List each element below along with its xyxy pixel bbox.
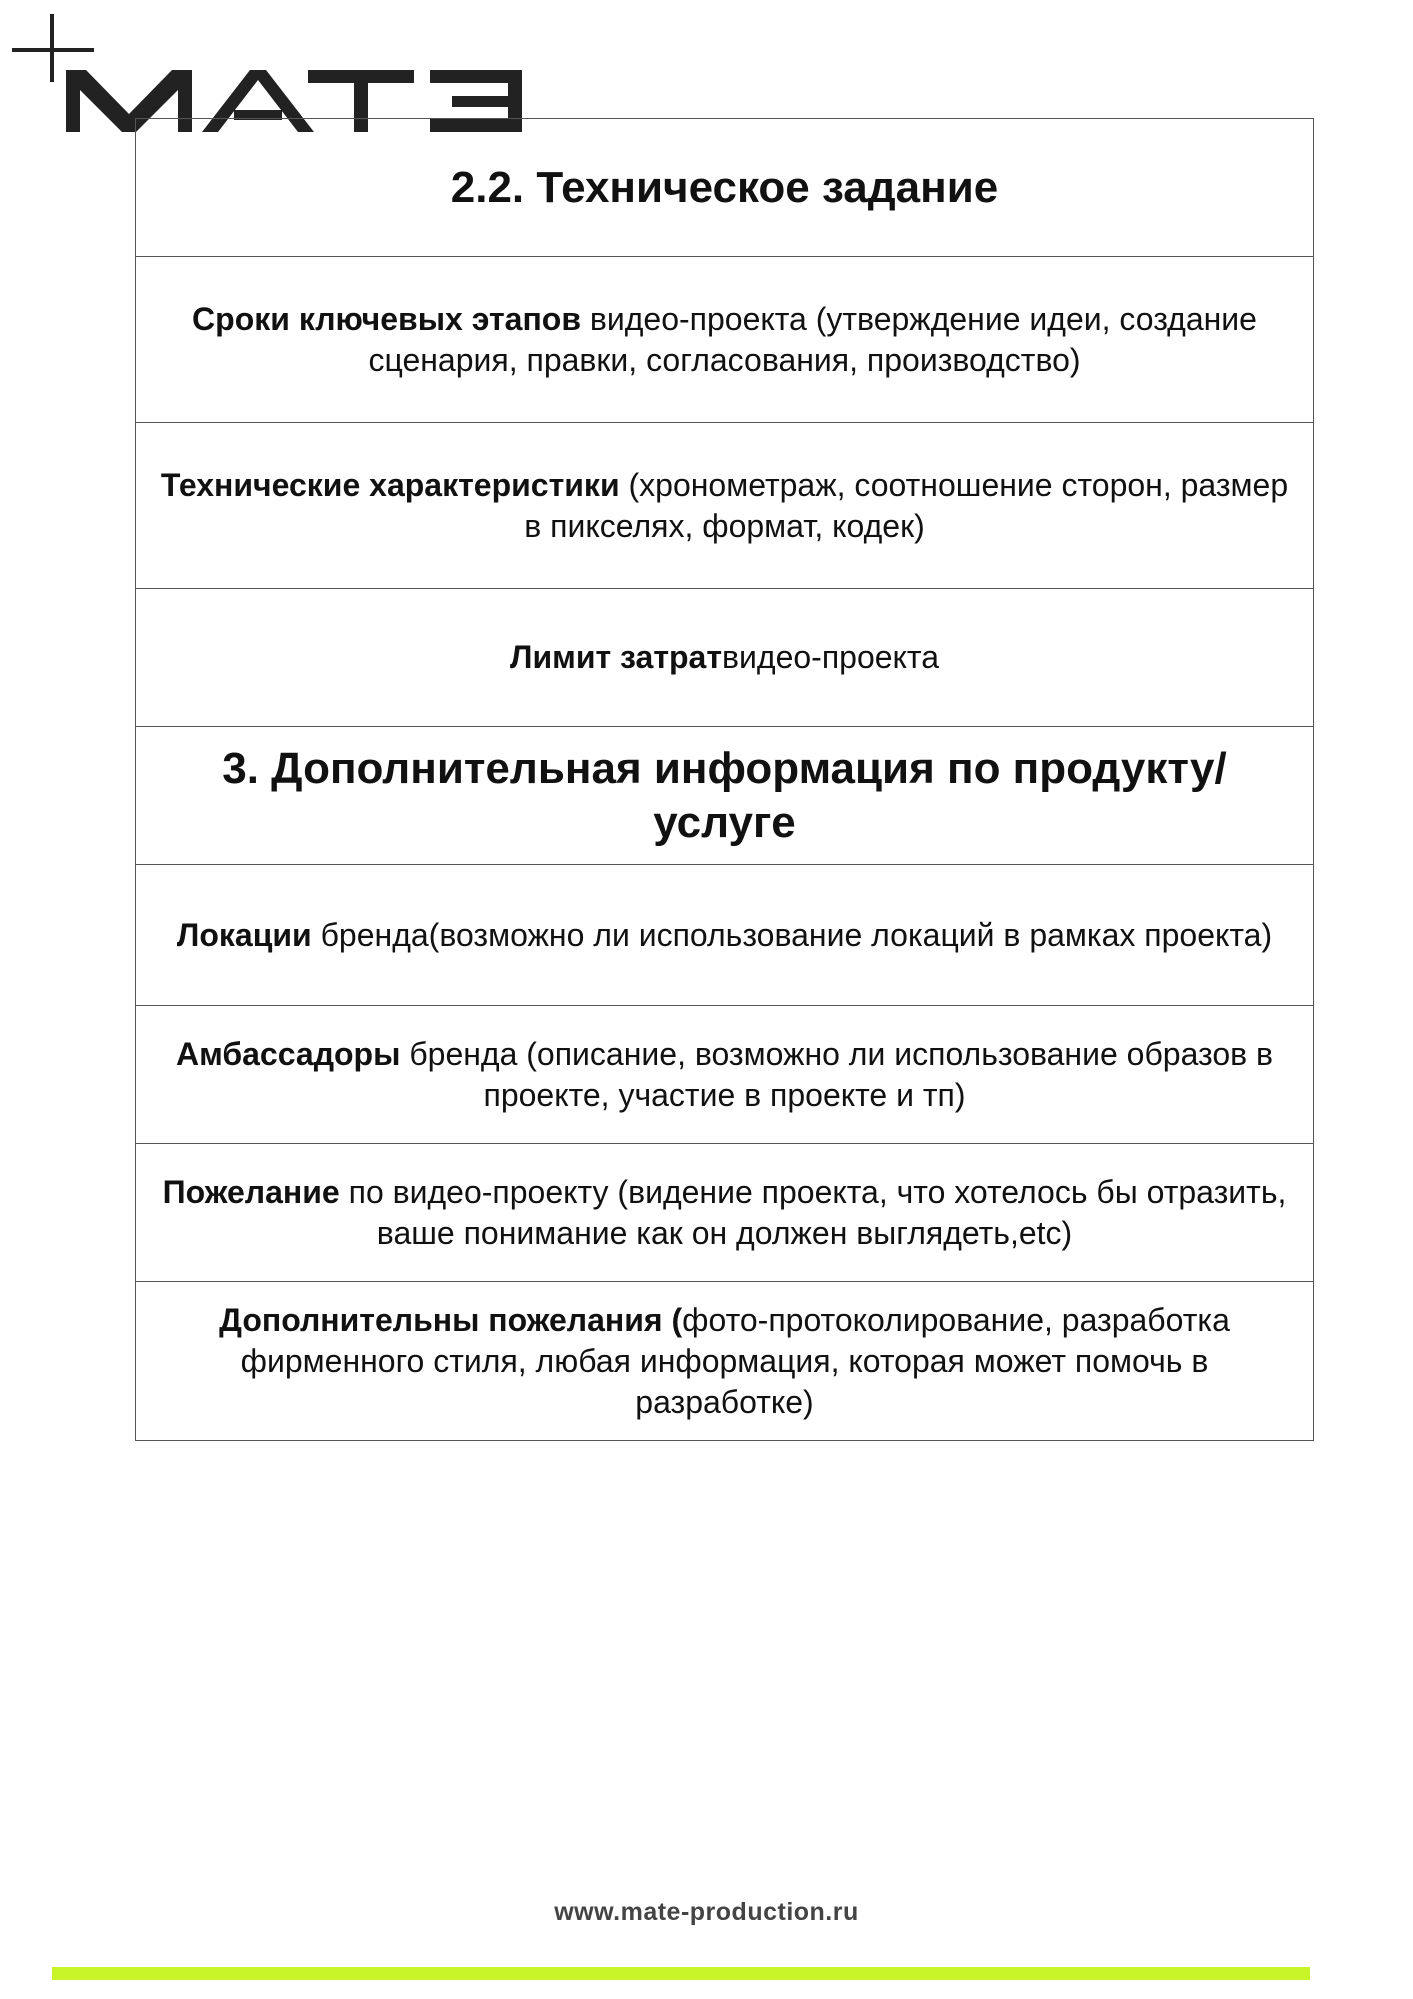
table-row xyxy=(136,865,1314,1006)
table-row xyxy=(136,423,1314,589)
item-text: видео-проекта xyxy=(722,639,939,675)
item-text: бренда(возможно ли использование локаций в рамках проекта) xyxy=(311,916,1273,953)
section-heading: 2.2. Техническое задание xyxy=(136,119,1314,257)
brief-item-wishes xyxy=(136,1144,1314,1282)
item-title: Сроки ключевых этапов xyxy=(192,300,581,337)
brief-table xyxy=(135,118,1314,1441)
item-title: Лимит затрат xyxy=(510,639,723,675)
brief-item-locations xyxy=(136,865,1314,1006)
brief-item-budget xyxy=(136,589,1314,727)
table-row xyxy=(136,257,1314,423)
website-link[interactable]: www.mate-production.ru xyxy=(554,1898,859,1926)
section-heading: 3. Дополнительная информация по продукту/услуге xyxy=(136,727,1314,865)
item-title: Дополнительны пожелания ( xyxy=(219,1301,683,1338)
brief-item-extra xyxy=(136,1282,1314,1441)
table-row xyxy=(136,119,1314,257)
table-row xyxy=(136,589,1314,727)
item-title: Локации xyxy=(176,916,312,953)
table-row xyxy=(136,1282,1314,1441)
item-title: Амбассадоры xyxy=(175,1035,401,1072)
item-text: бренда (описание, возможно ли использование образов в проекте, участие в проекте и тп) xyxy=(400,1035,1274,1113)
table-row xyxy=(136,1144,1314,1282)
table-row xyxy=(136,1006,1314,1144)
table-row xyxy=(136,727,1314,865)
brief-item-deadlines xyxy=(136,257,1314,423)
item-text: фото-протоколирование, разработка фирменного стиля, любая информация, которая может помочь в разработке) xyxy=(240,1301,1230,1420)
item-title: Пожелание xyxy=(162,1173,340,1210)
item-text: (хронометраж, соотношение сторон, размер в пикселях, формат, кодек) xyxy=(524,466,1289,544)
brief-item-specs xyxy=(136,423,1314,589)
item-text: по видео-проекту (видение проекта, что хотелось бы отразить, ваше понимание как он должен выглядеть,etc) xyxy=(339,1173,1287,1251)
item-text: видео-проекта (утверждение идеи, создание сценария, правки, согласования, производство) xyxy=(368,300,1257,378)
item-title: Технические характеристики xyxy=(160,466,620,503)
accent-bar xyxy=(52,1967,1310,1980)
brief-item-ambassadors xyxy=(136,1006,1314,1144)
